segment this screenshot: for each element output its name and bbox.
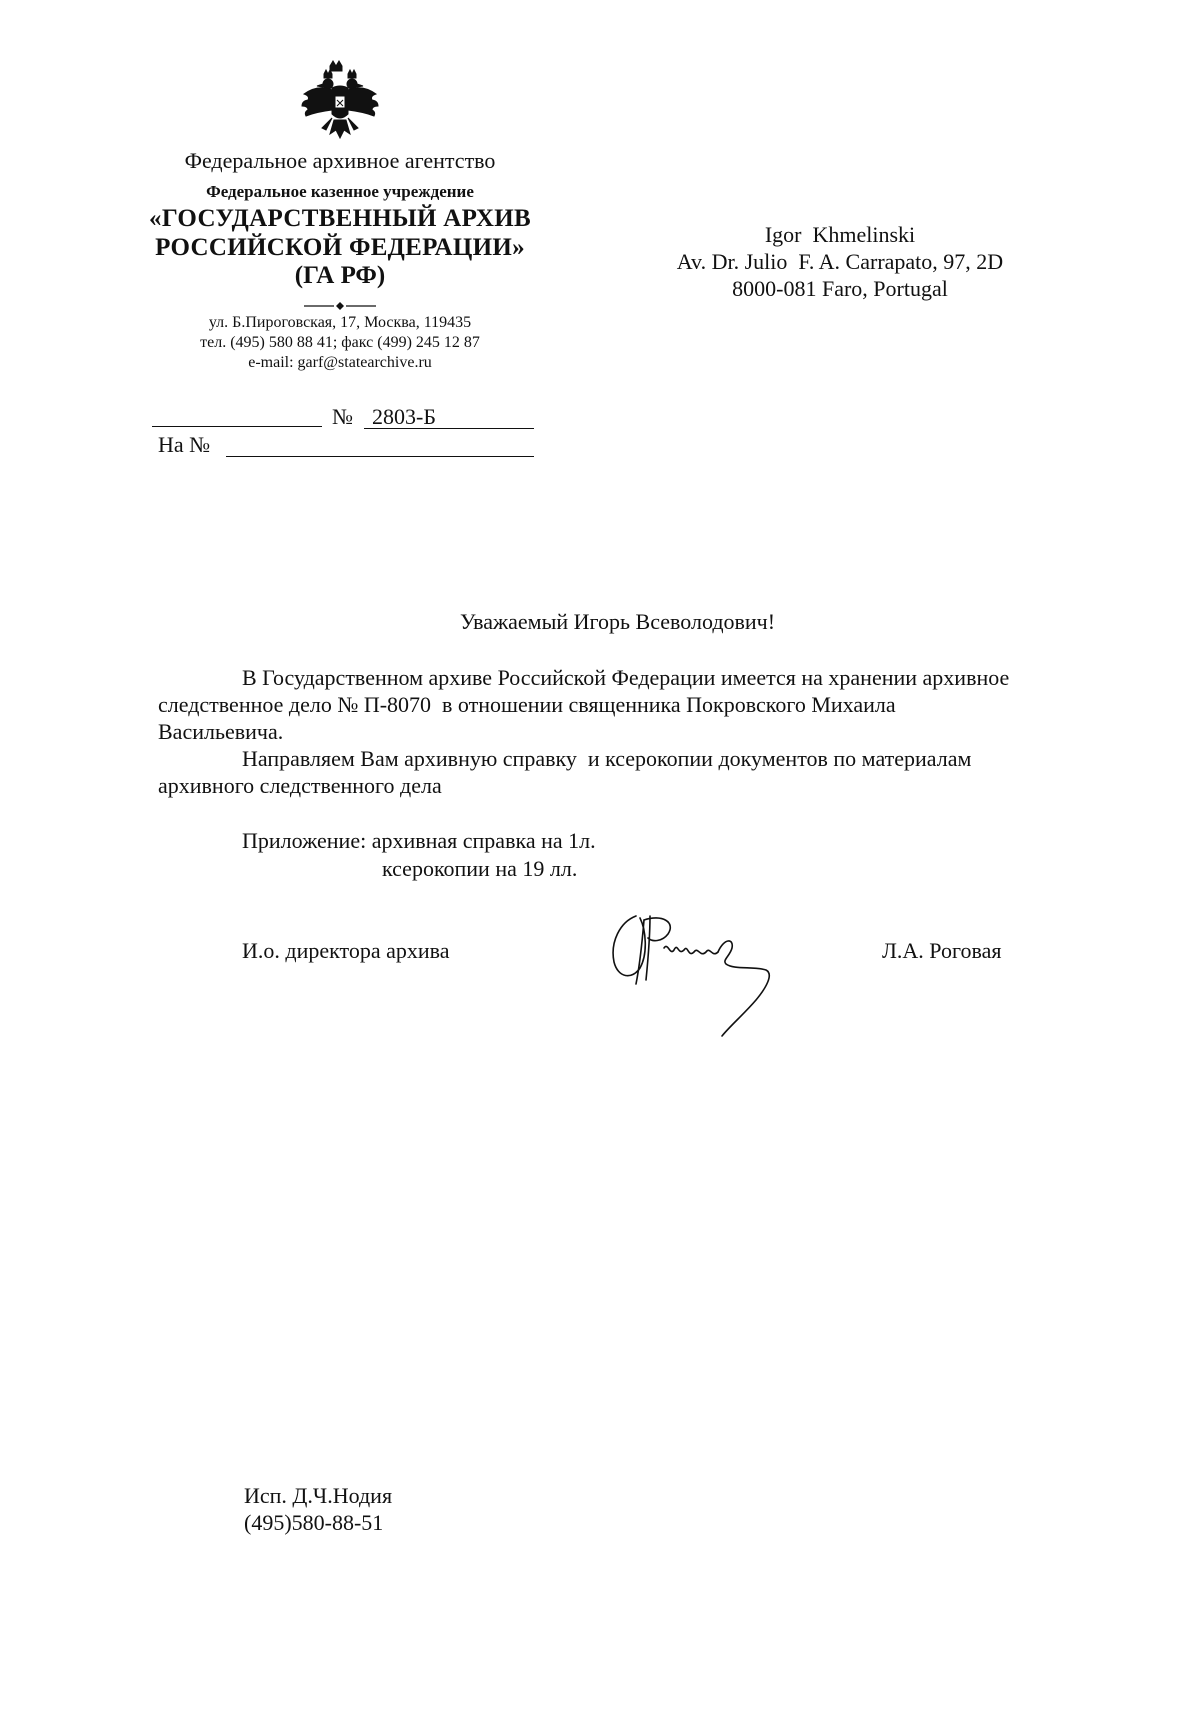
organization-phone-fax: тел. (495) 580 88 41; факс (499) 245 12 87 — [200, 334, 480, 351]
executor-phone: (495)580-88-51 — [244, 1510, 384, 1535]
paragraph1-line2: следственное дело № П-8070 в отношении священника Покровского Михаила — [158, 692, 896, 717]
paragraph2-line2: архивного следственного дела — [158, 773, 442, 798]
organization-address: ул. Б.Пироговская, 17, Москва, 119435 — [208, 314, 472, 331]
institution-type: Федеральное казенное учреждение — [206, 182, 474, 201]
paragraph2-line1: Направляем Вам архивную справку и ксерокопии документов по материалам — [242, 746, 972, 771]
reply-to-label: На № — [158, 432, 211, 457]
russian-coat-of-arms-icon — [298, 60, 382, 144]
organization-abbreviation: (ГА РФ) — [294, 262, 386, 289]
ornamental-divider — [300, 297, 380, 305]
organization-email: e-mail: garf@statearchive.ru — [248, 354, 432, 371]
date-blank-line — [152, 426, 322, 427]
signer-title: И.о. директора архива — [242, 938, 450, 963]
reply-to-blank-line — [226, 456, 534, 457]
organization-name-line1: «ГОСУДАРСТВЕННЫЙ АРХИВ — [149, 205, 531, 232]
signer-name: Л.А. Роговая — [882, 938, 1002, 963]
salutation: Уважаемый Игорь Всеволодович! — [460, 609, 776, 634]
recipient-city: 8000-081 Faro, Portugal — [732, 276, 948, 301]
agency-name: Федеральное архивное агентство — [184, 148, 496, 173]
outgoing-number: 2803-Б — [372, 404, 436, 429]
number-underline — [364, 428, 534, 429]
attachment-line1: Приложение: архивная справка на 1л. — [242, 828, 596, 853]
handwritten-signature — [606, 908, 790, 1040]
number-sign: № — [332, 404, 353, 429]
executor-name: Исп. Д.Ч.Нодия — [244, 1483, 393, 1508]
paragraph1-line3: Васильевича. — [158, 719, 284, 744]
recipient-street: Av. Dr. Julio F. A. Carrapato, 97, 2D — [676, 249, 1004, 274]
paragraph1-line1: В Государственном архиве Российской Федерации имеется на хранении архивное — [242, 665, 1010, 690]
organization-name-line2: РОССИЙСКОЙ ФЕДЕРАЦИИ» — [155, 234, 525, 261]
attachment-line2: ксерокопии на 19 лл. — [382, 856, 578, 881]
recipient-name: Igor Khmelinski — [764, 222, 916, 247]
